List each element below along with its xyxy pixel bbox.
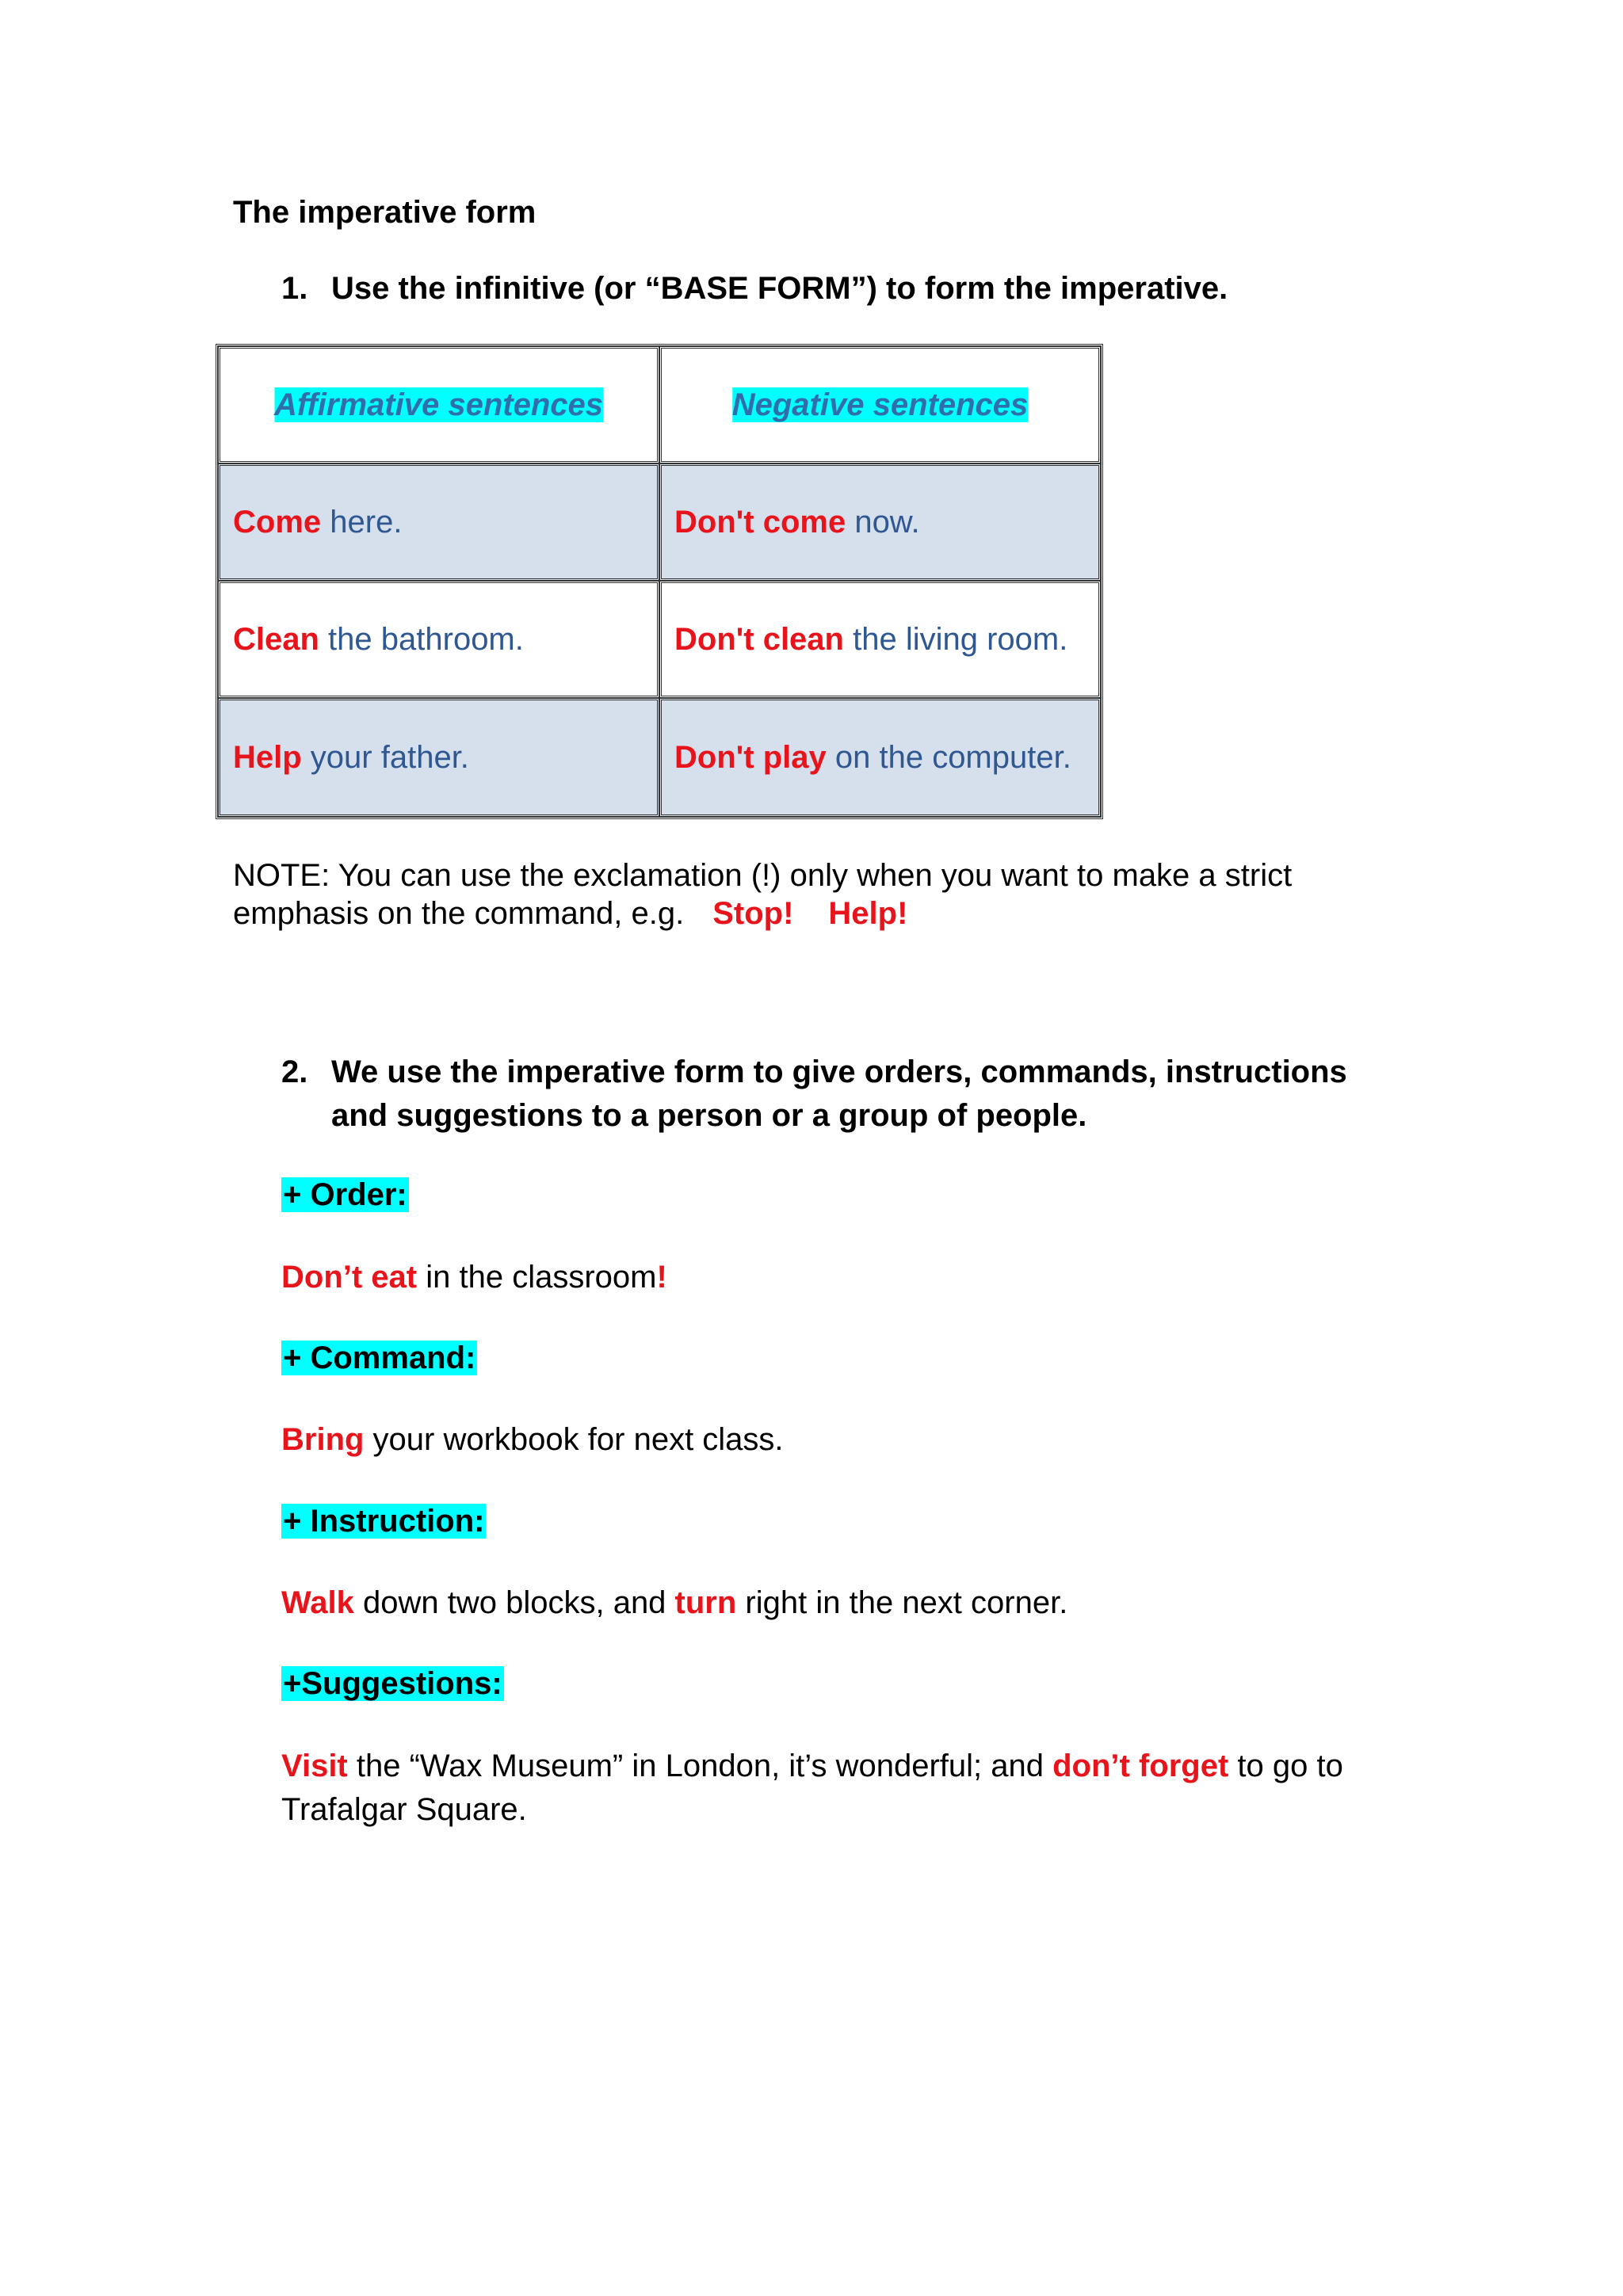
verb-text: Come [233, 505, 322, 540]
table-cell-negative [659, 698, 1101, 817]
table-header-affirmative [218, 346, 659, 463]
imperative-table [216, 344, 1103, 819]
note-example-stop: Stop! [712, 896, 794, 931]
command-label-text: + Command: [283, 1341, 476, 1375]
table-cell-affirmative [218, 698, 659, 817]
table-cell-affirmative [218, 581, 659, 698]
note-example-help: Help! [828, 896, 908, 931]
note-line-2 [233, 894, 907, 933]
instruction-label-text: + Instruction: [283, 1504, 485, 1539]
verb-text: Don't play [674, 740, 827, 775]
suggestions-label-text: +Suggestions: [283, 1666, 502, 1701]
sentence-text: your father. [301, 740, 469, 775]
section-2-line-2: and suggestions to a person or a group of people. [331, 1098, 1087, 1133]
order-label-text: + Order: [283, 1177, 407, 1212]
suggestions-verb-2: don’t forget [1052, 1749, 1229, 1783]
sentence-text: the bathroom. [319, 622, 524, 657]
order-exclaim: ! [656, 1260, 667, 1295]
order-verb: Don’t eat [281, 1260, 418, 1295]
suggestions-mid: the “Wax Museum” in London, it’s wonderful; and [347, 1749, 1053, 1783]
suggestions-verb-1: Visit [281, 1749, 348, 1783]
sentence-text: on the computer. [826, 740, 1071, 775]
verb-text: Don't come [674, 505, 846, 540]
table-header-negative [659, 346, 1101, 463]
section-1-text: Use the infinitive (or “BASE FORM”) to form the imperative. [331, 271, 1228, 306]
suggestions-example-line-1 [281, 1744, 1343, 1788]
header-label: Affirmative sentences [274, 387, 603, 422]
verb-text: Clean [233, 622, 319, 657]
table-cell-negative [659, 463, 1101, 581]
order-label [281, 1174, 409, 1215]
header-label: Negative sentences [731, 387, 1029, 422]
suggestions-rest: to go to [1228, 1749, 1343, 1783]
sentence-text: the living room. [843, 622, 1068, 657]
instruction-rest: right in the next corner. [736, 1585, 1068, 1620]
instruction-mid: down two blocks, and [353, 1585, 675, 1620]
suggestions-example-line-2: Trafalgar Square. [281, 1792, 527, 1827]
suggestions-label [281, 1663, 504, 1704]
order-example [281, 1255, 667, 1299]
sentence-text: now. [846, 505, 920, 540]
verb-text: Don't clean [674, 622, 844, 657]
command-example [281, 1417, 784, 1462]
table-cell-affirmative [218, 463, 659, 581]
section-2-line-1: We use the imperative form to give orders, commands, instructions [331, 1055, 1347, 1089]
instruction-verb-1: Walk [281, 1585, 354, 1620]
note-text: emphasis on the command, e.g. [233, 896, 685, 931]
instruction-label [281, 1501, 486, 1542]
sentence-text: here. [321, 505, 403, 540]
command-rest: your workbook for next class. [364, 1422, 784, 1457]
command-verb: Bring [281, 1422, 365, 1457]
command-label [281, 1337, 477, 1379]
section-2-number: 2. [281, 1055, 308, 1089]
section-1-number: 1. [281, 271, 308, 306]
instruction-verb-2: turn [674, 1585, 737, 1620]
order-rest: in the classroom [417, 1260, 657, 1295]
page-title: The imperative form [233, 195, 537, 230]
verb-text: Help [233, 740, 302, 775]
table-cell-negative [659, 581, 1101, 698]
note-line-1: NOTE: You can use the exclamation (!) only when you want to make a strict [233, 858, 1293, 893]
instruction-example [281, 1581, 1067, 1625]
